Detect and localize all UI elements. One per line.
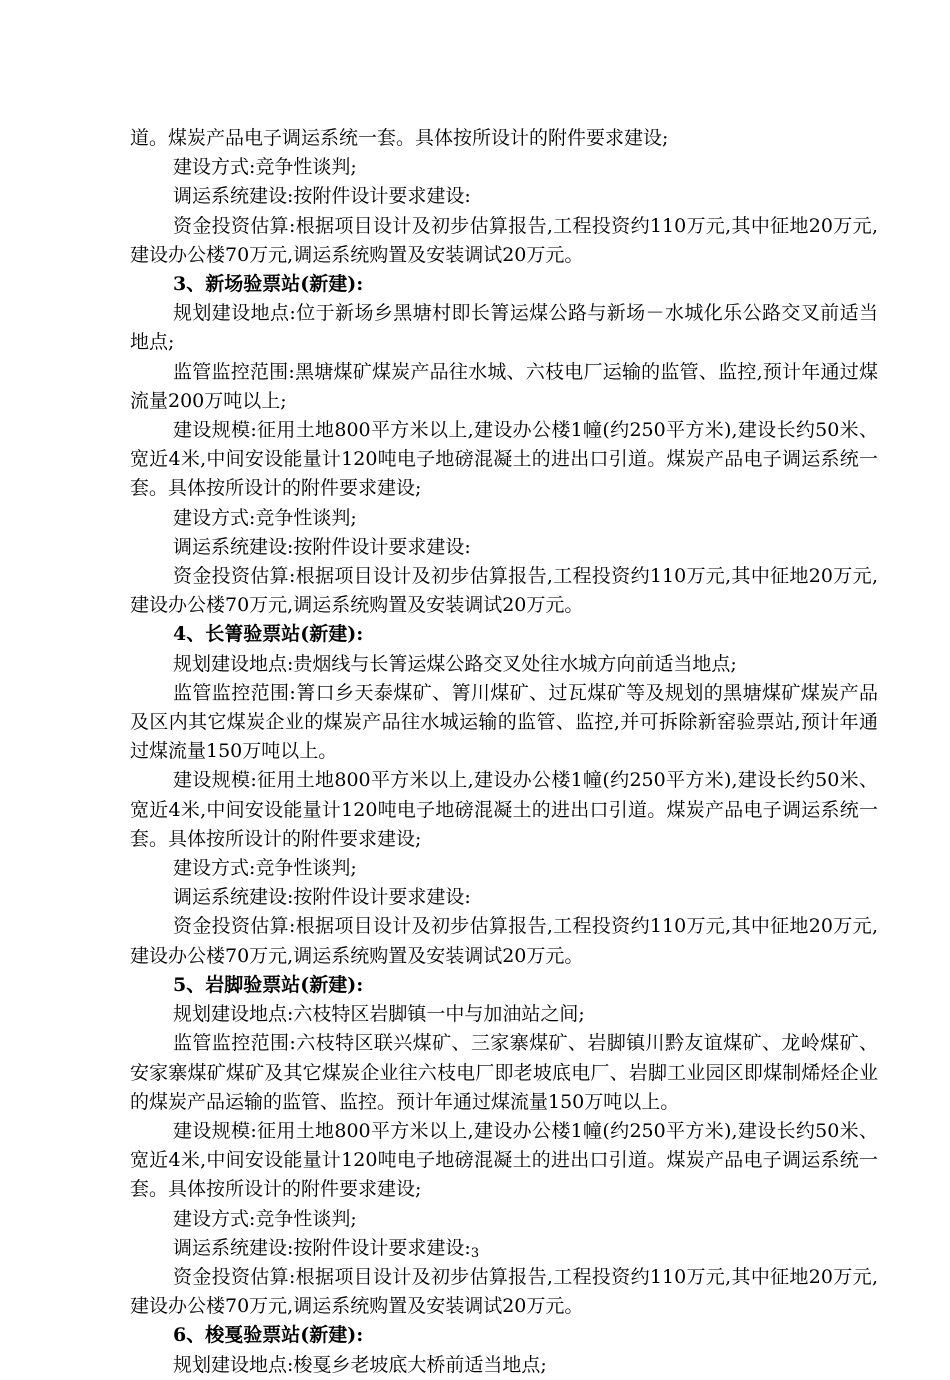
section-heading: 5、岩脚验票站(新建):: [173, 973, 364, 996]
section-heading: 3、新场验票站(新建):: [173, 273, 364, 296]
body-paragraph: 规划建设地点:位于新场乡黑塘村即长箐运煤公路与新场－水城化乐公路交叉前适当地点;: [130, 302, 878, 354]
page-number: 3: [470, 1246, 480, 1261]
document-body: [130, 124, 878, 1380]
section-heading: 6、梭戛验票站(新建):: [173, 1324, 364, 1347]
body-paragraph: 监管监控范围:六枝特区联兴煤矿、三家寨煤矿、岩脚镇川黔友谊煤矿、龙岭煤矿、安家寨煤矿煤矿及其它煤炭企业往六枝电厂即老坡底电厂、岩脚工业园区即煤制烯烃企业的煤炭产品运输的监管、监控。预计年通过煤流量150万吨以上。: [130, 1032, 878, 1113]
body-paragraph: 监管监控范围:黑塘煤矿煤炭产品往水城、六枝电厂运输的监管、监控,预计年通过煤流量200万吨以上;: [130, 360, 878, 412]
body-paragraph: 建设方式:竞争性谈判;: [173, 857, 357, 880]
body-paragraph: 建设规模:征用土地800平方米以上,建设办公楼1幢(约250平方米),建设长约50米、宽近4米,中间安设能量计120吨电子地磅混凝土的进出口引道。煤炭产品电子调运系统一套。具体按所设计的附件要求建设;: [130, 1119, 878, 1201]
body-paragraph: 规划建设地点:贵烟线与长箐运煤公路交叉处往水城方向前适当地点;: [173, 652, 737, 675]
body-paragraph: 建设规模:征用土地800平方米以上,建设办公楼1幢(约250平方米),建设长约50米、宽近4米,中间安设能量计120吨电子地磅混凝土的进出口引道。煤炭产品电子调运系统一套。具体按所设计的附件要求建设;: [130, 769, 878, 850]
body-paragraph: 监管监控范围:箐口乡天泰煤矿、箐川煤矿、过瓦煤矿等及规划的黑塘煤矿煤炭产品及区内其它煤炭企业的煤炭产品往水城运输的监管、监控,并可拆除新窑验票站,预计年通过煤流量150万吨以上。: [130, 681, 878, 763]
body-paragraph: 建设方式:竞争性谈判;: [173, 1207, 357, 1230]
body-paragraph: 资金投资估算:根据项目设计及初步估算报告,工程投资约110万元,其中征地20万元,建设办公楼70万元,调运系统购置及安装调试20万元。: [130, 214, 878, 266]
body-paragraph: 资金投资估算:根据项目设计及初步估算报告,工程投资约110万元,其中征地20万元,建设办公楼70万元,调运系统购置及安装调试20万元。: [130, 915, 878, 967]
body-paragraph: 调运系统建设:按附件设计要求建设:: [173, 185, 471, 208]
body-paragraph: 调运系统建设:按附件设计要求建设:: [173, 886, 471, 909]
body-paragraph: 建设方式:竞争性谈判;: [173, 156, 357, 179]
body-paragraph: 规划建设地点:梭戛乡老坡底大桥前适当地点;: [173, 1353, 547, 1376]
body-paragraph: 规划建设地点:六枝特区岩脚镇一中与加油站之间;: [173, 1003, 585, 1026]
body-paragraph: 调运系统建设:按附件设计要求建设:: [173, 535, 471, 558]
body-paragraph: 道。煤炭产品电子调运系统一套。具体按所设计的附件要求建设;: [130, 127, 669, 149]
body-paragraph: 资金投资估算:根据项目设计及初步估算报告,工程投资约110万元,其中征地20万元,建设办公楼70万元,调运系统购置及安装调试20万元。: [130, 565, 878, 617]
section-heading: 4、长箐验票站(新建):: [173, 623, 364, 646]
body-paragraph: 资金投资估算:根据项目设计及初步估算报告,工程投资约110万元,其中征地20万元,建设办公楼70万元,调运系统购置及安装调试20万元。: [130, 1265, 878, 1318]
body-paragraph: 建设方式:竞争性谈判;: [173, 506, 357, 529]
body-paragraph: 建设规模:征用土地800平方米以上,建设办公楼1幢(约250平方米),建设长约50米、宽近4米,中间安设能量计120吨电子地磅混凝土的进出口引道。煤炭产品电子调运系统一套。具体按所设计的附件要求建设;: [130, 419, 878, 500]
body-paragraph: 调运系统建设:按附件设计要求建设:: [173, 1236, 471, 1259]
